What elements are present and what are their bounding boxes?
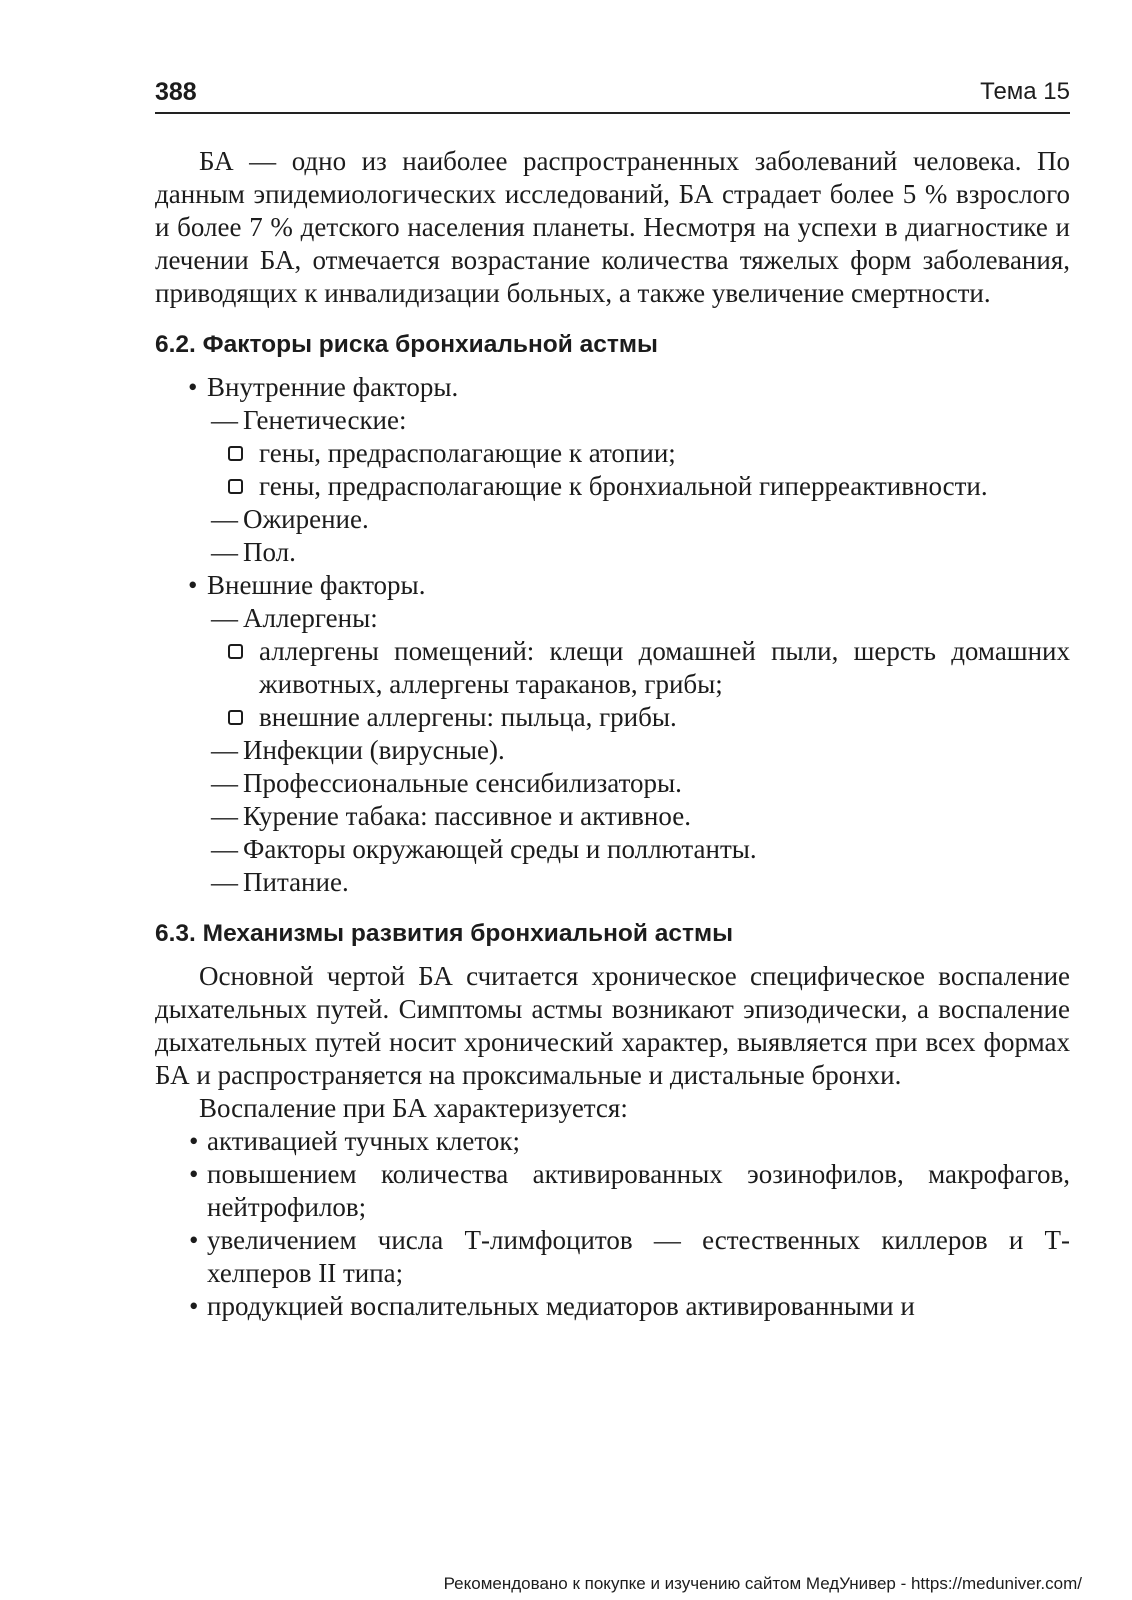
dash-icon: — xyxy=(211,504,238,534)
section-heading-6-2: 6.2. Факторы риска бронхиальной астмы xyxy=(155,331,658,358)
list-item-allergens: — Аллергены: xyxy=(211,603,378,633)
page-header xyxy=(155,78,1070,114)
list-item-infections: — Инфекции (вирусные). xyxy=(211,735,505,765)
list-item-allergens-2: внешние аллергены: пыльца, грибы. xyxy=(155,701,1070,734)
dash-icon: — xyxy=(211,768,238,798)
risk-factors-list xyxy=(155,371,1070,899)
bullet-icon: • xyxy=(189,1126,199,1156)
list-item-sex: — Пол. xyxy=(211,537,296,567)
bullet-icon: • xyxy=(189,1291,199,1321)
running-head: Тема 15 xyxy=(980,78,1070,105)
list-item-occupational: — Профессиональные сенсибилизаторы. xyxy=(211,768,682,798)
bullet-icon: • xyxy=(188,372,198,402)
dash-icon: — xyxy=(211,834,238,864)
checkbox-bullet-icon xyxy=(228,479,243,494)
footer-note: Рекомендовано к покупке и изучению сайтом МедУнивер - https://meduniver.com/ xyxy=(443,1574,1082,1593)
list-item-eosinophils: • повышением количества активированных эозинофилов, макрофагов, нейтрофилов; xyxy=(189,1159,1070,1222)
list-item-nutrition: — Питание. xyxy=(211,867,349,897)
page-number: 388 xyxy=(155,78,197,106)
mechanisms-paragraph: Основной чертой БА считается хроническое специфическое воспаление дыхательных путей. Симптомы астмы возникают эпизодически, а воспаление дыхательных путей носит хронический характер, выявляется при всех формах БА и распространяется на проксимальные и дистальные бронхи. xyxy=(155,961,1070,1090)
list-item-mediators: • продукцией воспалительных медиаторов активированными и xyxy=(189,1291,915,1321)
dash-icon: — xyxy=(211,801,238,831)
dash-icon: — xyxy=(211,537,238,567)
inflammation-lead: Воспаление при БА характеризуется: xyxy=(199,1093,628,1123)
inflammation-list xyxy=(155,1125,1070,1323)
checkbox-bullet-icon xyxy=(228,644,243,659)
list-item-lymphocytes: • увеличением числа Т-лимфоцитов — естественных киллеров и Т-хелперов II типа; xyxy=(189,1225,1070,1288)
list-item-mast-cells: • активацией тучных клеток; xyxy=(189,1126,520,1156)
bullet-icon: • xyxy=(189,1225,199,1255)
list-item-genetic: — Генетические: xyxy=(211,405,407,435)
dash-icon: — xyxy=(211,867,238,897)
list-item-genetic-1: гены, предрасполагающие к атопии; xyxy=(155,437,1070,470)
checkbox-bullet-icon xyxy=(228,710,243,725)
dash-icon: — xyxy=(211,405,238,435)
list-item-environment: — Факторы окружающей среды и поллютанты. xyxy=(211,834,757,864)
intro-paragraph: БА — одно из наиболее распространенных заболеваний человека. По данным эпидемиологических исследований, БА страдает более 5 % взрослого и более 7 % детского населения планеты. Несмотря на успехи в диагностике и лечении БА, отмечается возрастание количества тяжелых форм заболевания, приводящих к инвалидизации больных, а также увеличение смертности. xyxy=(155,146,1070,308)
dash-icon: — xyxy=(211,735,238,765)
list-item-smoking: — Курение табака: пассивное и активное. xyxy=(211,801,691,831)
list-item-obesity: — Ожирение. xyxy=(211,504,369,534)
page-body xyxy=(155,145,1070,1323)
list-item-genetic-2: гены, предрасполагающие к бронхиальной гиперреактивности. xyxy=(155,470,1070,503)
checkbox-bullet-icon xyxy=(228,446,243,461)
list-item-external-factors: • Внешние факторы. xyxy=(188,570,426,600)
list-item-internal-factors: • Внутренние факторы. xyxy=(188,372,459,402)
bullet-icon: • xyxy=(189,1159,199,1189)
bullet-icon: • xyxy=(188,570,198,600)
dash-icon: — xyxy=(211,603,238,633)
list-item-allergens-1: аллергены помещений: клещи домашней пыли, шерсть домашних животных, аллергены тараканов, грибы; xyxy=(155,635,1070,701)
section-heading-6-3: 6.3. Механизмы развития бронхиальной астмы xyxy=(155,920,733,947)
